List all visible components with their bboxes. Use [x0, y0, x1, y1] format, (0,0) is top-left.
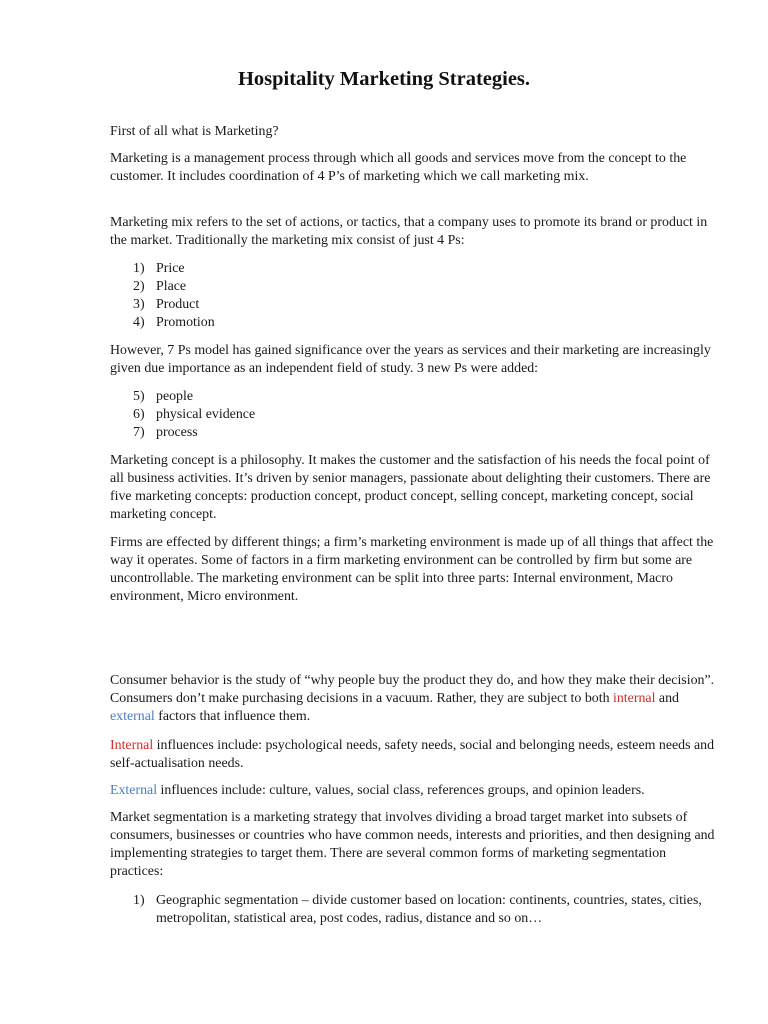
- paragraph-seven-ps: However, 7 Ps model has gained significance over the years as services and their marketing are increasingly given due importance as an independent field of study. 3 new Ps were added:: [110, 343, 711, 376]
- list-number: 2): [133, 279, 145, 294]
- consumer-behavior-text: Consumer behavior is the study of “why people buy the product they do, and how they make their decision”. Consumers don’t make purchasing decisions in a vacuum. Rather, they are subject to both: [110, 673, 715, 706]
- list-number: 6): [133, 407, 145, 422]
- paragraph-marketing-concept: Marketing concept is a philosophy. It makes the customer and the satisfaction of his needs the focal point of all business activities. It’s driven by senior managers, passionate about delighting their customers. There are five marketing concepts: production concept, product concept, selling concept, marketing concept, social marketing concept.: [110, 453, 711, 522]
- paragraph-marketing-environment: Firms are effected by different things; a firm’s marketing environment is made up of all things that affect the way it operates. Some of factors in a firm marketing environment can be controlled by firm but some are uncontrollable. The marketing environment can be split into three parts: Internal environment, Macro environment, Micro environment.: [110, 535, 714, 604]
- list-item: [133, 260, 716, 278]
- list-number: 1): [133, 261, 145, 276]
- list-four-ps: [133, 260, 716, 332]
- consumer-behavior-tail: factors that influence them.: [154, 709, 311, 724]
- list-number: 3): [133, 297, 145, 312]
- paragraph-consumer-behavior: [110, 672, 716, 726]
- list-text: Geographic segmentation – divide customer based on location: continents, countries, states, cities, metropolitan, statistical area, post codes, radius, distance and so on…: [156, 893, 702, 926]
- list-item: [133, 296, 716, 314]
- list-text: Promotion: [156, 315, 215, 330]
- internal-highlight: internal: [613, 691, 656, 706]
- list-number: 5): [133, 389, 145, 404]
- paragraph-market-segmentation: Market segmentation is a marketing strategy that involves dividing a broad target market into subsets of consumers, businesses or countries who have common needs, interests and priorities, and then designing and implementing strategies to target them. There are several common forms of marketing segmentation practices:: [110, 810, 715, 879]
- paragraph-question: First of all what is Marketing?: [110, 124, 279, 139]
- list-text: Price: [156, 261, 185, 276]
- internal-influences-text: influences include: psychological needs, safety needs, social and belonging needs, esteem needs and self-actualisation needs.: [110, 738, 715, 771]
- external-label: External: [110, 783, 158, 798]
- list-item: [133, 424, 716, 442]
- list-number: 1): [133, 893, 145, 908]
- connector-text: and: [655, 691, 679, 706]
- list-new-ps: [133, 388, 716, 442]
- list-number: 7): [133, 425, 145, 440]
- paragraph-marketing-definition: Marketing is a management process through which all goods and services move from the concept to the customer. It includes coordination of 4 P’s of marketing which we call marketing mix.: [110, 151, 687, 184]
- internal-label: Internal: [110, 738, 154, 753]
- list-item: [133, 892, 716, 928]
- list-item: [133, 314, 716, 332]
- list-segmentation-practices: [133, 892, 716, 928]
- list-text: physical evidence: [156, 407, 256, 422]
- list-text: Product: [156, 297, 200, 312]
- document-title: Hospitality Marketing Strategies.: [237, 68, 531, 90]
- list-item: [133, 406, 716, 424]
- paragraph-marketing-mix: Marketing mix refers to the set of actions, or tactics, that a company uses to promote its brand or product in the market. Traditionally the marketing mix consist of just 4 Ps:: [110, 215, 708, 248]
- list-text: Place: [156, 279, 187, 294]
- list-text: process: [156, 425, 198, 440]
- list-item: [133, 278, 716, 296]
- list-text: people: [156, 389, 194, 404]
- list-item: [133, 388, 716, 406]
- list-number: 4): [133, 315, 145, 330]
- external-influences-text: influences include: culture, values, social class, references groups, and opinion leaders.: [157, 783, 645, 798]
- external-highlight: external: [110, 709, 155, 724]
- paragraph-external-influences: [110, 782, 716, 800]
- paragraph-internal-influences: [110, 737, 716, 773]
